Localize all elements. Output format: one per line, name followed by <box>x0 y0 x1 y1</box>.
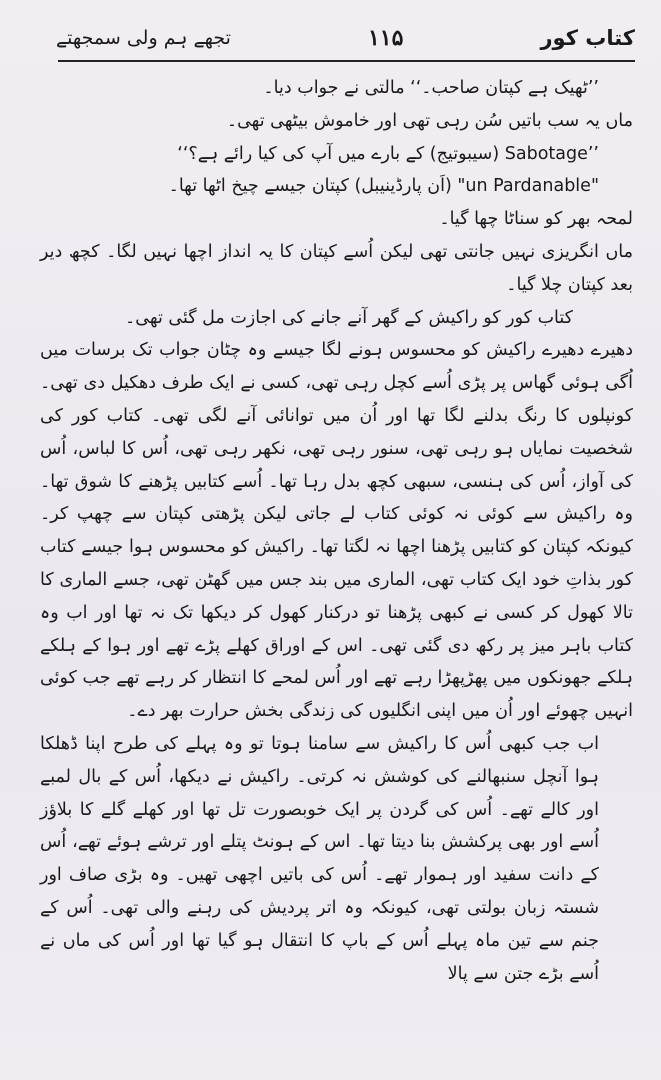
paragraph: ماں انگریزی نہیں جانتی تھی لیکن اُسے کپتان کا یہ انداز اچھا نہیں لگا۔ کچھ دیر بعد کپتان چلا گیا۔ <box>40 241 633 295</box>
book-name: کتاب کور <box>540 26 635 50</box>
paragraph: دھیرے دھیرے راکیش کو محسوس ہونے لگا جیسے وہ چٹان جواب تک برسات میں اُگی ہوئی گھاس پر پڑی اُسے کچل رہی تھی، کسی نے ایک طرف دھکیل دی تھی۔ کونپلوں کا رنگ بدلنے لگا تھا اور اُن میں توانائی آنے لگی تھی۔ کتاب کور کی شخصیت نمایاں ہو رہی تھی، سنور رہی تھی، نکھر رہی تھی، اُس کا لباس، اُس کی آواز، اُس کی ہنسی، سبھی کچھ بدل رہا تھا۔ اُسے کتابیں پڑھنے کا شوق تھا۔ وہ راکیش سے کوئی نہ کوئی کتاب لے جاتی لیکن پڑھتی کپتان سے چھپ کر۔ کیونکہ کپتان کو کتابیں پڑھنا اچھا نہ لگتا تھا۔ راکیش کو محسوس ہوا جیسے کتاب کور بذاتِ خود ایک کتاب تھی، الماری میں بند جس میں گھٹن تھی، جسے الماری کا تالا کھول کر کسی نے کبھی پڑھنا تو درکنار کھول کر دیکھا تک نہ تھا اور اب وہ کتاب باہر میز پر رکھ دی گئی تھی۔ اس کے اوراق کھلے پڑے تھے اور ہوا کے ہلکے ہلکے جھونکوں میں پھڑپھڑا رہے تھے اور اُس لمحے کا انتظار کر رہے تھے جب کوئی انہیں چھوئے اور اُن میں اپنی انگلیوں کی زندگی بخش حرارت بھر دے۔ <box>40 340 633 722</box>
paragraph: "un Pardanable" (اَن پارڈینیبل) کپتان جیسے چیخ اٹھا تھا۔ <box>168 176 599 197</box>
paragraph: ’’ٹھیک ہے کپتان صاحب۔‘‘ مالتی نے جواب دیا۔ <box>263 78 599 98</box>
page-number: ۱۱۵ <box>367 25 404 51</box>
paragraph: کتاب کور کو راکیش کے گھر آنے جانے کی اجازت مل گئی تھی۔ <box>125 307 573 328</box>
paragraph: لمحہ بھر کو سناٹا چھا گیا۔ <box>439 209 633 230</box>
body-text <box>40 72 633 990</box>
chapter-title: تجھے ہم ولی سمجھتے <box>56 27 231 49</box>
header-rule <box>58 60 635 62</box>
paragraph: ماں یہ سب باتیں سُن رہی تھی اور خاموش بیٹھی تھی۔ <box>226 110 633 131</box>
paragraph: ’’Sabotage (سیبوتیج) کے بارے میں آپ کی کیا رائے ہے؟‘‘ <box>177 143 599 164</box>
paragraph: اب جب کبھی اُس کا راکیش سے سامنا ہوتا تو وہ پہلے کی طرح اپنا ڈھلکا ہوا آنچل سنبھالنے کی کوشش نہ کرتی۔ راکیش نے دیکھا، اُس کے بال لمبے اور کالے تھے۔ اُس کی گردن پر ایک خوبصورت تل تھا اور کھلے گلے کا بلاؤز اُسے اور بھی پرکشش بنا دیتا تھا۔ اس کے ہونٹ پتلے اور ترشے ہوئے تھے، اُس کے دانت سفید اور ہموار تھے۔ اُس کی باتیں اچھی تھیں۔ وہ بڑی صاف اور شستہ زبان بولتی تھی، کیونکہ وہ اتر پردیش کی رہنے والی تھی۔ اُس کے جنم سے تین ماہ پہلے اُس کے باپ کا انتقال ہو گیا تھا اور اُس کی ماں نے اُسے بڑے جتن سے پالا <box>40 733 599 984</box>
page-header <box>56 18 635 58</box>
